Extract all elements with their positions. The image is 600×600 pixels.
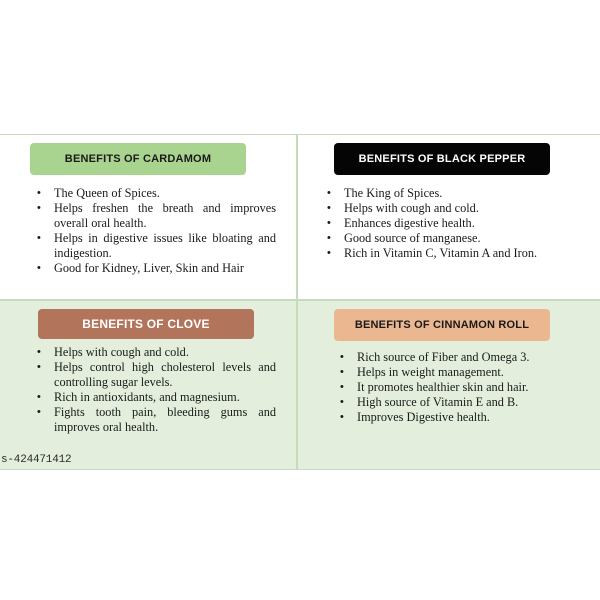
list-item: • Helps freshen the breath and improves overall oral health. [54,201,276,231]
list-item: • Good for Kidney, Liver, Skin and Hair [54,261,276,276]
cinnamon-roll-panel [298,301,600,469]
list-item: • It promotes healthier skin and hair. [357,380,600,395]
list-item: • Fights tooth pain, bleeding gums and improves oral health. [54,405,276,435]
list-item: • Helps in weight management. [357,365,600,380]
clove-benefits-list [36,345,276,435]
list-item: • Helps in digestive issues like bloating and indigestion. [54,231,276,261]
list-item: • Enhances digestive health. [344,216,566,231]
list-item: • The King of Spices. [344,186,566,201]
cinnamon-roll-title-badge: BENEFITS OF CINNAMON ROLL [334,309,550,341]
list-item: • Improves Digestive health. [357,410,600,425]
cardamom-panel [0,135,298,301]
cardamom-benefits-list [36,186,276,276]
clove-panel [0,301,298,469]
list-item: • Good source of manganese. [344,231,566,246]
list-item: • Helps with cough and cold. [344,201,566,216]
clove-title-badge: BENEFITS OF CLOVE [38,309,254,339]
list-item: • Helps with cough and cold. [54,345,276,360]
product-code: s-424471412 [1,454,72,466]
list-item: • Rich in antioxidants, and magnesium. [54,390,276,405]
list-item: • Rich in Vitamin C, Vitamin A and Iron. [344,246,566,261]
black-pepper-benefits-list [326,186,566,261]
list-item: • The Queen of Spices. [54,186,276,201]
list-item: • Rich source of Fiber and Omega 3. [357,350,600,365]
spice-benefits-sheet [0,134,600,470]
list-item: • Helps control high cholesterol levels and controlling sugar levels. [54,360,276,390]
black-pepper-title-badge: BENEFITS OF BLACK PEPPER [334,143,550,175]
benefits-grid [0,135,600,469]
cinnamon-roll-benefits-list [339,350,600,425]
list-item: • High source of Vitamin E and B. [357,395,600,410]
black-pepper-panel [298,135,600,301]
cardamom-title-badge: BENEFITS OF CARDAMOM [30,143,246,175]
